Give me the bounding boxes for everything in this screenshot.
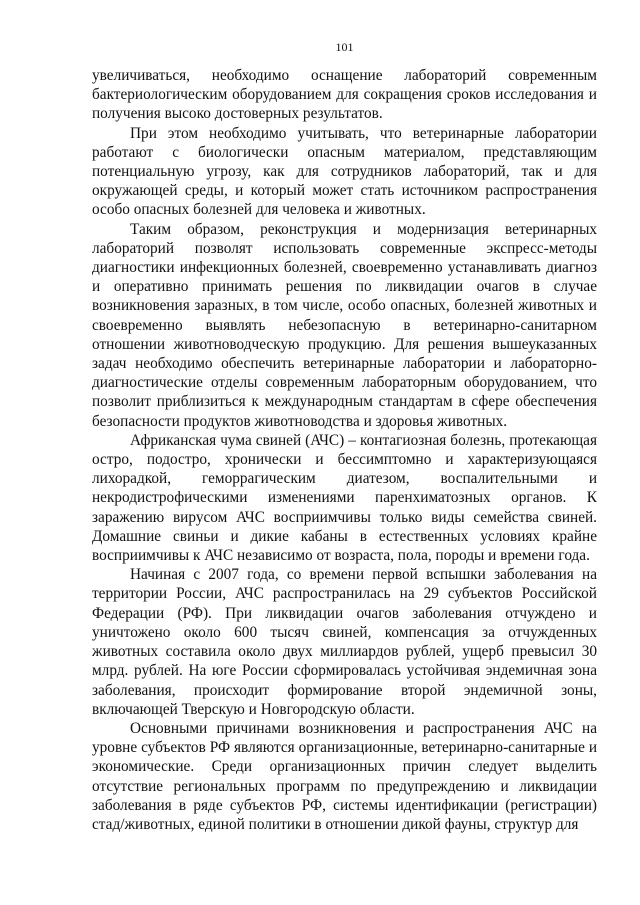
paragraph-2: При этом необходимо учитывать, что ветеринарные лаборатории работают с биологически опасным материалом, представляющим потенциальную угрозу, как для сотрудников лабораторий, так и для окружающей среды, и который может стать источником распространения особо опасных болезней для человека и животных.	[92, 124, 597, 219]
paragraph-6: Основными причинами возникновения и распространения АЧС на уровне субъектов РФ являются организационные, ветеринарно-санитарные и экономические. Среди организационных причин следует выделить отсутствие региональных программ по предупреждению и ликвидации заболевания в ряде субъектов РФ, системы идентификации (регистрации) стад/животных, единой политики в отношении дикой фауны, структур для	[92, 719, 597, 833]
paragraph-4: Африканская чума свиней (АЧС) – контагиозная болезнь, протекающая остро, подостро, хронически и бессимптомно и характеризующаяся лихорадкой, геморрагическим диатезом, воспалительными и некродистрофическими изменениями паренхиматозных органов. К заражению вирусом АЧС восприимчивы только виды семейства свиней. Домашние свиньи и дикие кабаны в естественных условиях крайне восприимчивы к АЧС независимо от возраста, пола, породы и времени года.	[92, 431, 597, 565]
document-page	[92, 40, 597, 834]
paragraph-1: увеличиваться, необходимо оснащение лабораторий современным бактериологическим оборудованием для сокращения сроков исследования и получения высоко достоверных результатов.	[92, 67, 597, 123]
paragraph-5: Начиная с 2007 года, со времени первой вспышки заболевания на территории России, АЧС распространилась на 29 субъектов Российской Федерации (РФ). При ликвидации очагов заболевания отчуждено и уничтожено около 600 тысяч свиней, компенсация за отчужденных животных составила около двух миллиардов рублей, ущерб превысил 30 млрд. рублей. На юге России сформировалась устойчивая эндемичная зона заболевания, происходит формирование второй эндемичной зоны, включающей Тверскую и Новгородскую области.	[92, 566, 597, 718]
paragraph-3: Таким образом, реконструкция и модернизация ветеринарных лабораторий позволят использовать современные экспресс-методы диагностики инфекционных болезней, своевременно устанавливать диагноз и оперативно принимать решения по ликвидации очагов в случае возникновения заразных, в том числе, особо опасных, болезней животных и своевременно выявлять небезопасную в ветеринарно-санитарном отношении животноводческую продукцию. Для решения вышеуказанных задач необходимо обеспечить ветеринарные лаборатории и лабораторно-диагностические отделы современным лабораторным оборудованием, что позволит приблизиться к международным стандартам в сфере обеспечения безопасности продуктов животноводства и здоровья животных.	[92, 220, 597, 430]
page-number: 101	[335, 40, 354, 54]
